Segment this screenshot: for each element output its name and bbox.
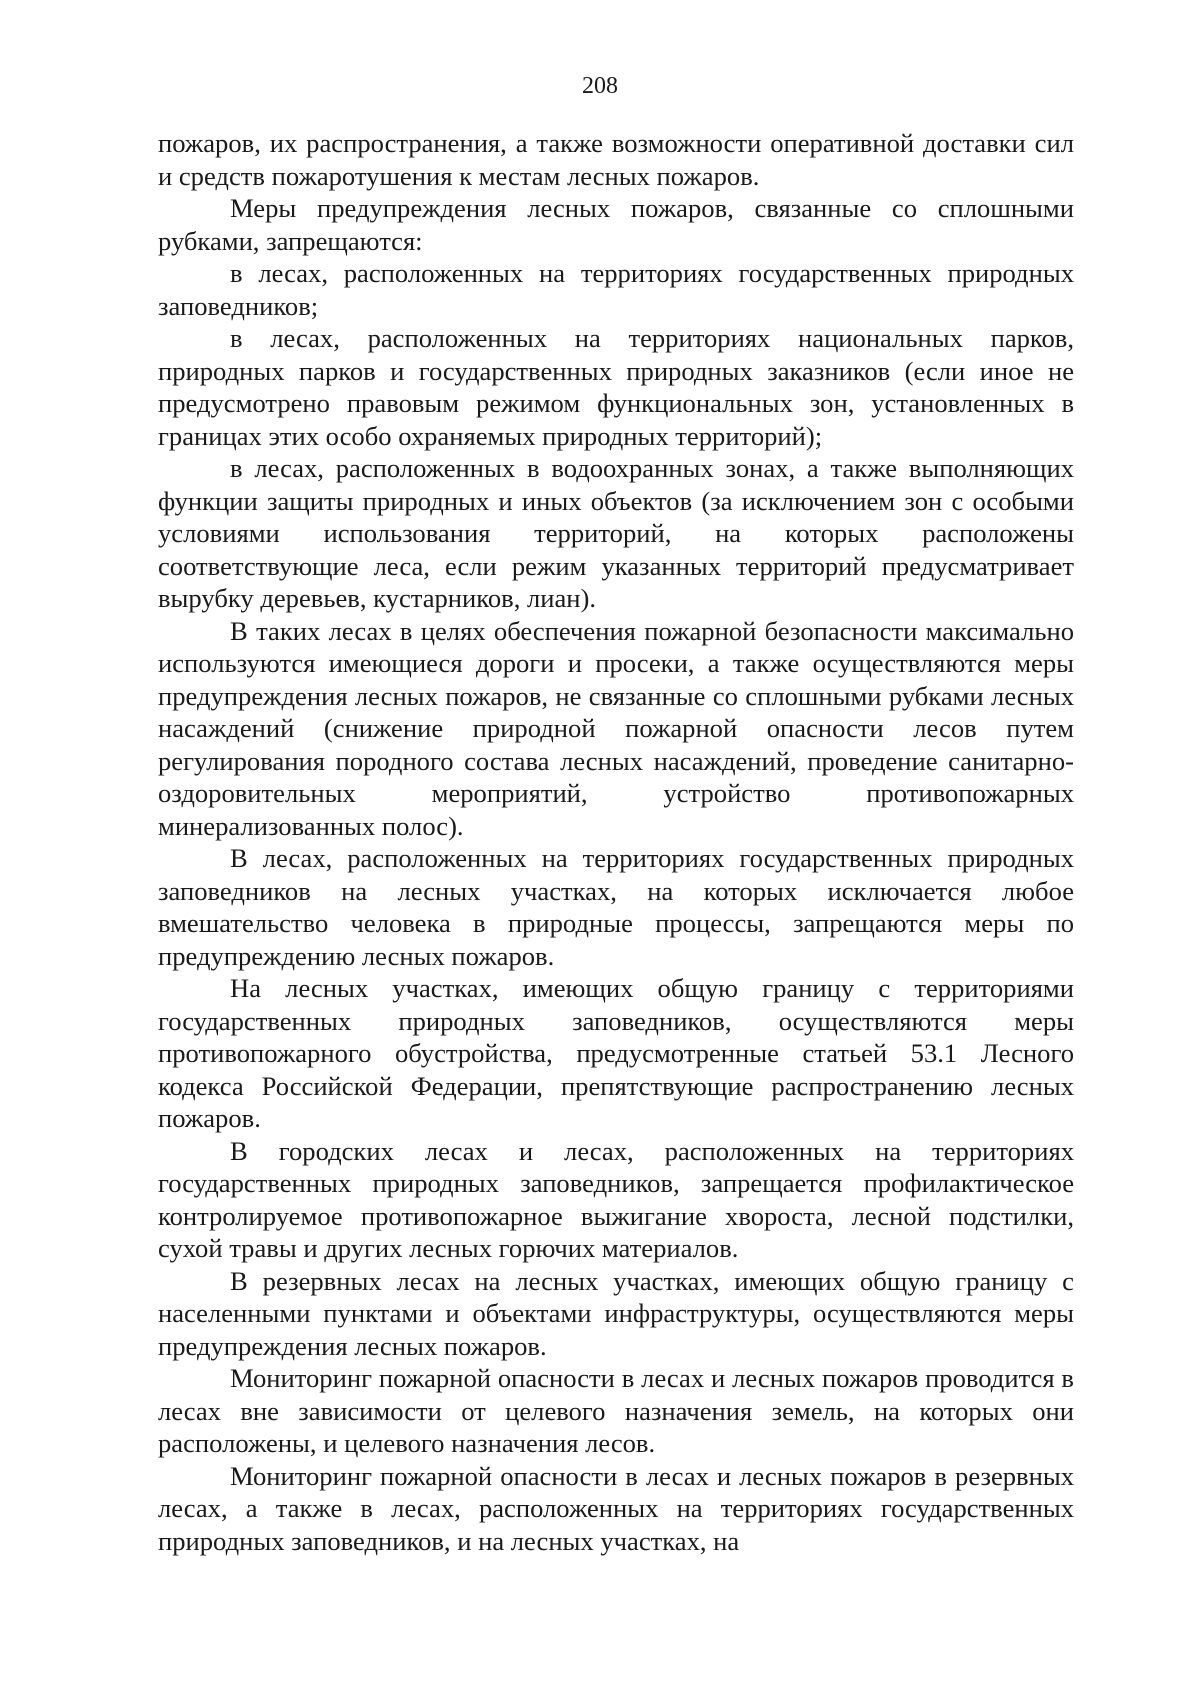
paragraph: В городских лесах и лесах, расположенных на территориях государственных природных заповедников, запрещается профилактическое контролируемое противопожарное выжигание хвороста, лесной подстилки, сухой травы и других лесных горючих материалов. (158, 1135, 1074, 1263)
paragraph: В лесах, расположенных на территориях государственных природных заповедников на лесных участках, на которых исключается любое вмешательство человека в природные процессы, запрещаются меры по предупреждению лесных пожаров. (158, 843, 1074, 971)
paragraph: В резервных лесах на лесных участках, имеющих общую границу с населенными пунктами и объектами инфраструктуры, осуществляются меры предупреждения лесных пожаров. (158, 1265, 1074, 1361)
paragraph: В таких лесах в целях обеспечения пожарной безопасности максимально используются имеющиеся дороги и просеки, а также осуществляются меры предупреждения лесных пожаров, не связанные со сплошными рубками лесных насаждений (снижение природной пожарной опасности лесов путем регулирования породного состава лесных насаждений, проведение санитарно-оздоровительных мероприятий, устройство противопожарных минерализованных полос). (158, 615, 1074, 841)
document-body (158, 127, 1074, 1557)
paragraph: пожаров, их распространения, а также возможности оперативной доставки сил и средств пожаротушения к местам лесных пожаров. (158, 128, 1074, 191)
page-number: 208 (582, 73, 618, 99)
paragraph: Мониторинг пожарной опасности в лесах и лесных пожаров проводится в лесах вне зависимости от целевого назначения земель, на которых они расположены, и целевого назначения лесов. (158, 1363, 1074, 1458)
paragraph: в лесах, расположенных на территориях национальных парков, природных парков и государственных природных заказников (если иное не предусмотрено правовым режимом функциональных зон, установленных в границах этих особо охраняемых природных территорий); (158, 323, 1074, 451)
paragraph: в лесах, расположенных на территориях государственных природных заповедников; (158, 258, 1074, 321)
paragraph: На лесных участках, имеющих общую границу с территориями государственных природных заповедников, осуществляются меры противопожарного обустройства, предусмотренные статьей 53.1 Лесного кодекса Российской Федерации, препятствующие распространению лесных пожаров. (158, 973, 1074, 1133)
paragraph: Меры предупреждения лесных пожаров, связанные со сплошными рубками, запрещаются: (158, 193, 1074, 256)
paragraph: в лесах, расположенных в водоохранных зонах, а также выполняющих функции защиты природных и иных объектов (за исключением зон с особыми условиями использования территорий, на которых расположены соответствующие леса, если режим указанных территорий предусматривает вырубку деревьев, кустарников, лиан). (158, 453, 1074, 613)
paragraph: Мониторинг пожарной опасности в лесах и лесных пожаров в резервных лесах, а также в лесах, расположенных на территориях государственных природных заповедников, и на лесных участках, на (158, 1460, 1074, 1556)
